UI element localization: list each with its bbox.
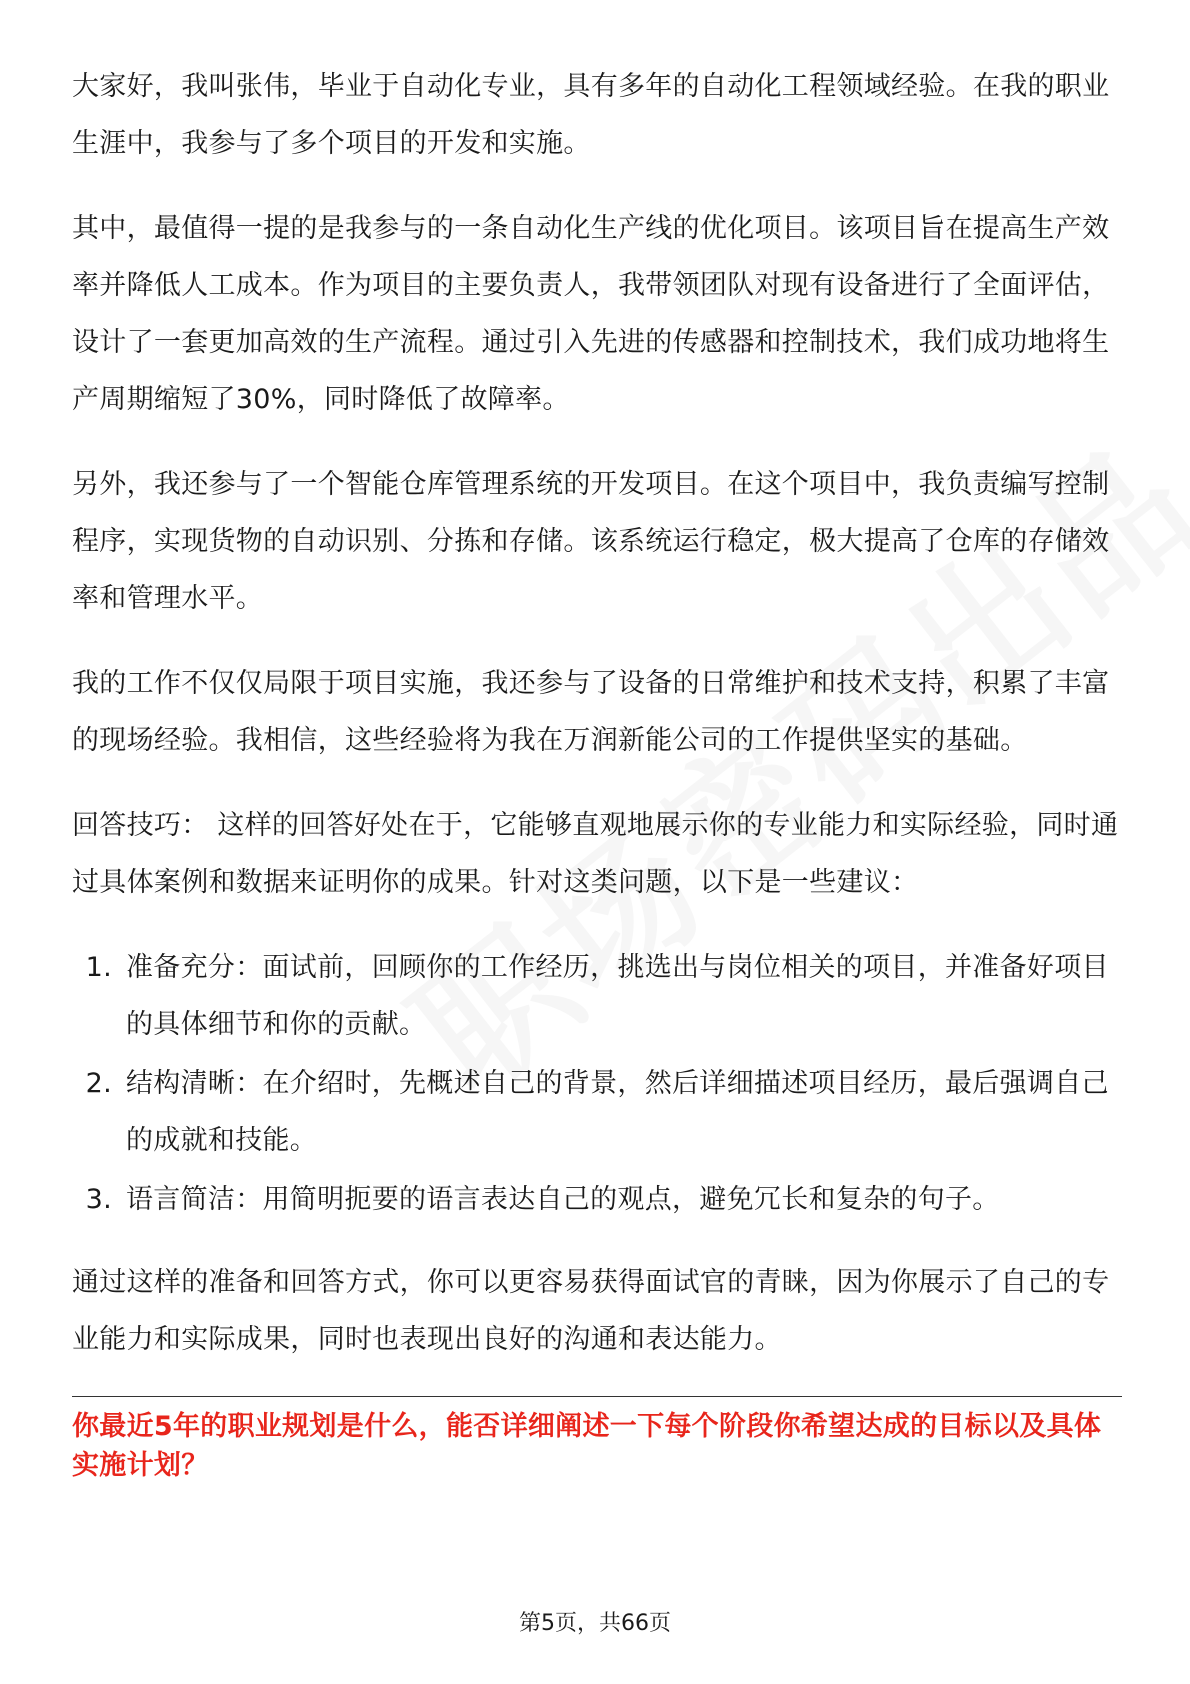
section-divider [72, 1396, 1122, 1397]
list-number: 1. [85, 952, 112, 983]
tips-list [72, 939, 1122, 1228]
list-text: 准备充分：面试前，回顾你的工作经历，挑选出与岗位相关的项目，并准备好项目的具体细节和你的贡献。 [126, 952, 1109, 1040]
document-body [72, 58, 1122, 1485]
paragraph-production-line: 其中，最值得一提的是我参与的一条自动化生产线的优化项目。该项目旨在提高生产效率并降低人工成本。作为项目的主要负责人，我带领团队对现有设备进行了全面评估，设计了一套更加高效的生产流程。通过引入先进的传感器和控制技术，我们成功地将生产周期缩短了30%，同时降低了故障率。 [72, 213, 1110, 415]
paragraph-conclusion: 通过这样的准备和回答方式，你可以更容易获得面试官的青睐，因为你展示了自己的专业能力和实际成果，同时也表现出良好的沟通和表达能力。 [72, 1267, 1110, 1355]
list-item [72, 1171, 1122, 1228]
paragraph-intro: 大家好，我叫张伟，毕业于自动化专业，具有多年的自动化工程领域经验。在我的职业生涯中，我参与了多个项目的开发和实施。 [72, 71, 1110, 159]
list-text: 结构清晰：在介绍时，先概述自己的背景，然后详细描述项目经历，最后强调自己的成就和技能。 [126, 1068, 1109, 1156]
list-number: 2. [85, 1068, 112, 1099]
paragraph-warehouse: 另外，我还参与了一个智能仓库管理系统的开发项目。在这个项目中，我负责编写控制程序，实现货物的自动识别、分拣和存储。该系统运行稳定，极大提高了仓库的存储效率和管理水平。 [72, 469, 1110, 614]
list-text: 语言简洁：用简明扼要的语言表达自己的观点，避免冗长和复杂的句子。 [126, 1184, 1000, 1215]
list-item [72, 939, 1122, 1053]
list-number: 3. [85, 1184, 112, 1215]
list-item [72, 1055, 1122, 1169]
next-question-heading: 你最近5年的职业规划是什么，能否详细阐述一下每个阶段你希望达成的目标以及具体实施计划？ [72, 1411, 1102, 1481]
paragraph-answer-tips: 回答技巧： 这样的回答好处在于，它能够直观地展示你的专业能力和实际经验，同时通过具体案例和数据来证明你的成果。针对这类问题，以下是一些建议： [72, 810, 1119, 898]
paragraph-maintenance: 我的工作不仅仅局限于项目实施，我还参与了设备的日常维护和技术支持，积累了丰富的现场经验。我相信，这些经验将为我在万润新能公司的工作提供坚实的基础。 [72, 668, 1110, 756]
page-number-footer: 第5页，共66页 [519, 1611, 671, 1636]
